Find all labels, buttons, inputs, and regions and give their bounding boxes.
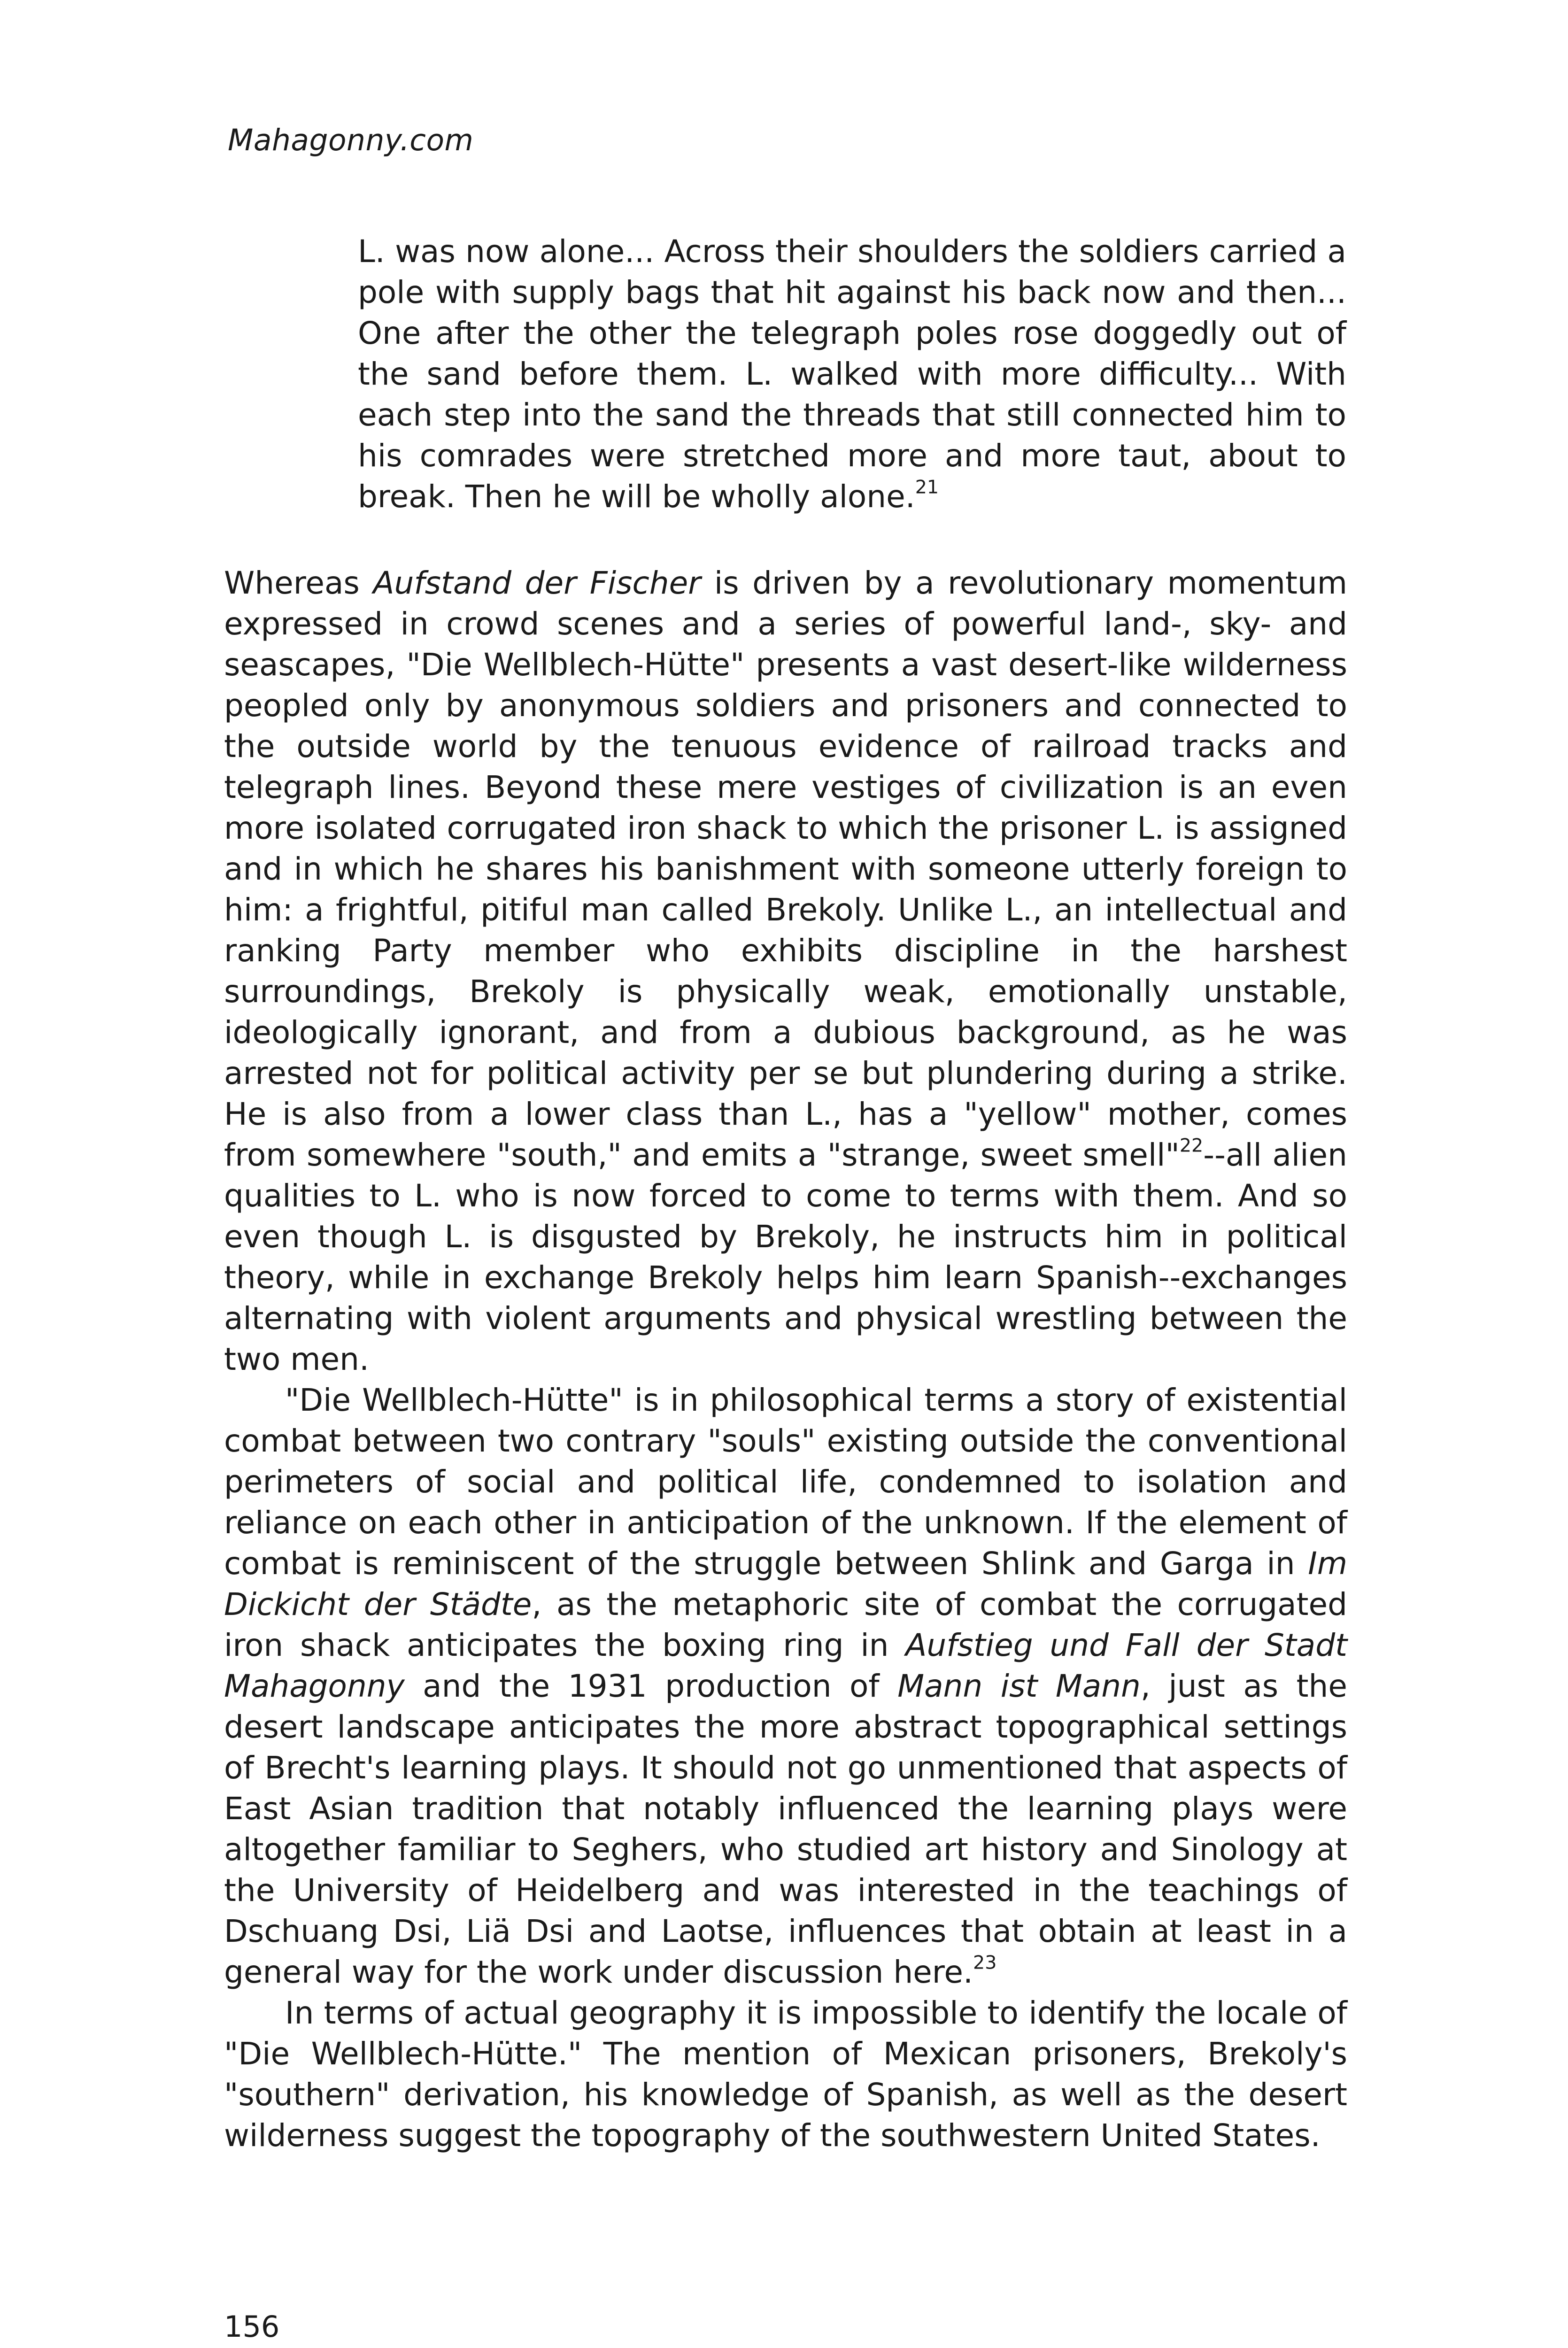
paragraph-1: [224, 563, 1347, 1380]
paragraph-1-text-b: is driven by a revolutionary momentum expressed in crowd scenes and a series of powerful land-, sky- and seascapes, "Die Wellblech-Hütte" presents a vast desert-like wilderness peopled only by anonymous soldiers and prisoners and connected to the outside world by the tenuous evidence of railroad tracks and telegraph lines. Beyond these mere vestiges of civilization is an even more isolated corrugated iron shack to which the prisoner L. is assigned and in which he shares his banishment with someone utterly foreign to him: a frightful, pitiful man called Brekoly. Unlike L., an intellectual and ranking Party member who exhibits discipline in the harshest surroundings, Brekoly is physically weak, emotionally unstable, ideologically ignorant, and from a dubious background, as he was arrested not for political activity per se but plundering during a strike. He is also from a lower class than L., has a "yellow" mother, comes from somewhere "south," and emits a "strange, sweet smell": [224, 565, 1347, 1173]
paragraph-2-text-c: and the 1931 production of: [404, 1668, 898, 1704]
running-head: Mahagonny.com: [228, 123, 474, 157]
page-number: 156: [224, 2309, 280, 2344]
paragraph-1-text-a: Whereas: [224, 565, 373, 601]
block-quote: [358, 231, 1346, 517]
paragraph-2-text-b: , as the metaphoric site of combat the corrugated iron shack anticipates the boxing ring in: [224, 1586, 1347, 1663]
body-text: [224, 563, 1347, 2156]
paragraph-1-text-c: --all alien qualities to L. who is now forced to come to terms with them. And so even though L. is disgusted by Brekoly, he instructs him in political theory, while in exchange Brekoly helps him learn Spanish--exchanges alternating with violent arguments and physical wrestling between the two men.: [224, 1137, 1347, 1377]
paragraph-2-text-d: , just as the desert landscape anticipates the more abstract topographical settings of Brecht's learning plays. It should not go unmentioned that aspects of East Asian tradition that notably influenced the learning plays were altogether familiar to Seghers, who studied art history and Sinology at the University of Heidelberg and was interested in the teachings of Dschuang Dsi, Liä Dsi and Laotse, influences that obtain at least in a general way for the work under discussion here.: [224, 1668, 1347, 1990]
work-title-dickicht: Im Dickicht der Städte: [224, 1545, 1347, 1622]
footnote-ref-21: 21: [915, 476, 939, 498]
work-title-mann-ist-mann: Mann ist Mann: [897, 1668, 1141, 1704]
footnote-ref-23: 23: [973, 1952, 997, 1974]
block-quote-text: L. was now alone... Across their shoulders the soldiers carried a pole with supply bags that hit against his back now and then... One after the other the telegraph poles rose doggedly out of the sand before them. L. walked with more difficulty... With each step into the sand the threads that still connected him to his comrades were stretched more and more taut, about to break. Then he will be wholly alone.: [358, 233, 1346, 515]
paragraph-3: In terms of actual geography it is impossible to identify the locale of "Die Wellblech-Hütte." The mention of Mexican prisoners, Brekoly's "southern" derivation, his knowledge of Spanish, as well as the desert wilderness suggest the topography of the southwestern United States.: [224, 1995, 1347, 2154]
work-title-aufstand: Aufstand der Fischer: [373, 565, 701, 601]
paragraph-2: [224, 1380, 1347, 1993]
paragraph-2-text-a: "Die Wellblech-Hütte" is in philosophical terms a story of existential combat between two contrary "souls" existing outside the conventional perimeters of social and political life, condemned to isolation and reliance on each other in anticipation of the unknown. If the element of combat is reminiscent of the struggle between Shlink and Garga in: [224, 1382, 1347, 1582]
work-title-mahagonny: Aufstieg und Fall der Stadt Mahagonny: [224, 1627, 1348, 1704]
footnote-ref-22: 22: [1179, 1135, 1204, 1157]
